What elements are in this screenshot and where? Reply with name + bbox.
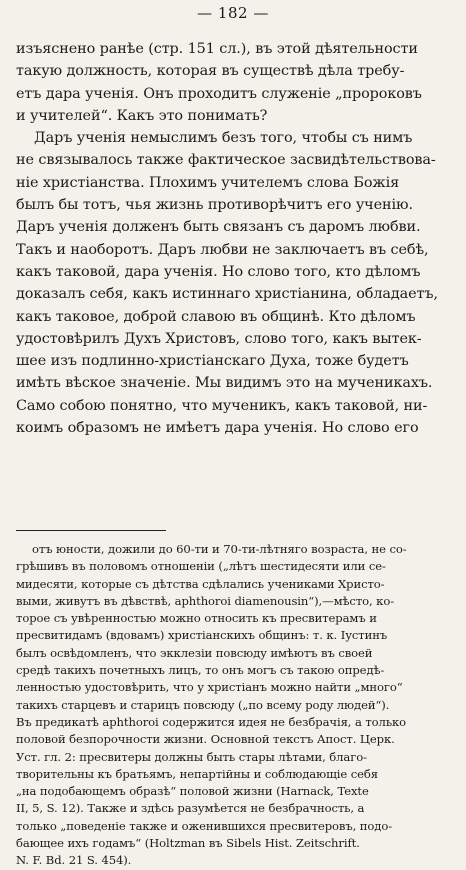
- footnote-line: бающее ихъ годамъ“ (Holtzman въ Sibels Hist. Zeitschrift.: [16, 836, 360, 851]
- body-line: не связывалось также фактическое засвидѣтельствова-: [16, 152, 436, 169]
- footnote-line: только „поведеніе также и оженившихся пресвитеровъ, подо-: [16, 818, 393, 833]
- footnote-line: Въ предикатѣ aphthoroi содержится идея не безбрачія, а только: [16, 714, 407, 729]
- body-line: имѣть вѣское значеніе. Мы видимъ это на мученикахъ.: [16, 375, 433, 392]
- footnote-line: отъ юности, дожили до 60-ти и 70-ти-лѣтняго возраста, не со-: [32, 542, 407, 556]
- body-line: Само собою понятно, что мученикъ, какъ таковой, ни-: [16, 397, 428, 414]
- footnote-line: II, 5, S. 12). Также и здѣсь разумѣется не безбрачность, а: [16, 801, 365, 816]
- footnote-line: грѣшивъ въ половомъ отношеніи („лѣтъ шестидесяти или се-: [16, 559, 386, 574]
- body-line: доказалъ себя, какъ истиннаго христіанина, обладаетъ,: [16, 286, 438, 303]
- footnote-line: ленностью удостовѣрить, что у христіанъ можно найти „много“: [16, 680, 403, 695]
- body-line: коимъ образомъ не имѣетъ дара ученія. Но слово его: [16, 420, 419, 437]
- main-text: [16, 38, 456, 439]
- page-number: — 182 —: [197, 4, 269, 22]
- body-line: такую должность, которая въ существѣ дѣла требу-: [16, 63, 405, 80]
- footnote-line: торое съ увѣренностью можно относить къ пресвитерамъ и: [16, 611, 377, 626]
- footnote-line: средѣ такихъ почетныхъ лицъ, то онъ могъ съ такою опредѣ-: [16, 663, 385, 678]
- body-line: Даръ ученія немыслимъ безъ того, чтобы съ нимъ: [34, 130, 413, 147]
- body-line: Даръ ученія долженъ быть связанъ съ даромъ любви.: [16, 219, 421, 236]
- body-line: етъ дара ученія. Онъ проходитъ служеніе „пророковъ: [16, 85, 422, 102]
- footnote-line: пресвитидамъ (вдовамъ) христіанскихъ общинъ: т. к. Іустинъ: [16, 628, 388, 643]
- body-line: какъ таковой, дара ученія. Но слово того, кто дѣломъ: [16, 263, 421, 280]
- footnote-line: „на подобающемъ образѣ“ половой жизни (Harnack, Texte: [16, 784, 369, 799]
- footnote-line: выми, живутъ въ дѣвствѣ, aphthoroi diamenousin“),—мѣсто, ко-: [16, 593, 395, 608]
- footnote-line: половой безпорочности жизни. Основной текстъ Апост. Церк.: [16, 732, 395, 747]
- footnote-line: такихъ старцевъ и старицъ повсюду („по всему роду людей“).: [16, 697, 390, 712]
- footnote: [16, 541, 456, 870]
- body-line: Такъ и наоборотъ. Даръ любви не заключаетъ въ себѣ,: [16, 241, 429, 258]
- footnote-divider: [16, 530, 166, 531]
- body-line: и учителей“. Какъ это понимать?: [16, 107, 268, 124]
- footnote-line: мидесяти, которые съ дѣтства сдѣлались учениками Христо-: [16, 576, 385, 591]
- body-line: шее изъ подлинно-христіанскаго Духа, тоже будетъ: [16, 353, 409, 370]
- footnote-line: Уст. гл. 2: пресвитеры должны быть стары лѣтами, благо-: [16, 749, 367, 764]
- body-line: удостовѣрилъ Духъ Христовъ, слово того, какъ вытек-: [16, 330, 422, 347]
- body-line: изъяснено ранѣе (стр. 151 сл.), въ этой дѣятельности: [16, 41, 418, 57]
- body-line: какъ таковое, доброй славою въ общинѣ. Кто дѣломъ: [16, 308, 416, 325]
- body-line: былъ бы тотъ, чья жизнь противорѣчитъ его ученію.: [16, 197, 413, 214]
- body-line: ніе христіанства. Плохимъ учителемъ слова Божія: [16, 174, 400, 191]
- footnote-line: N. F. Bd. 21 S. 454).: [16, 853, 132, 868]
- footnote-line: былъ освѣдомленъ, что экклезіи повсюду имѣютъ въ своей: [16, 645, 373, 660]
- footnote-line: творительны къ братьямъ, непартійны и соблюдающіе себя: [16, 766, 378, 781]
